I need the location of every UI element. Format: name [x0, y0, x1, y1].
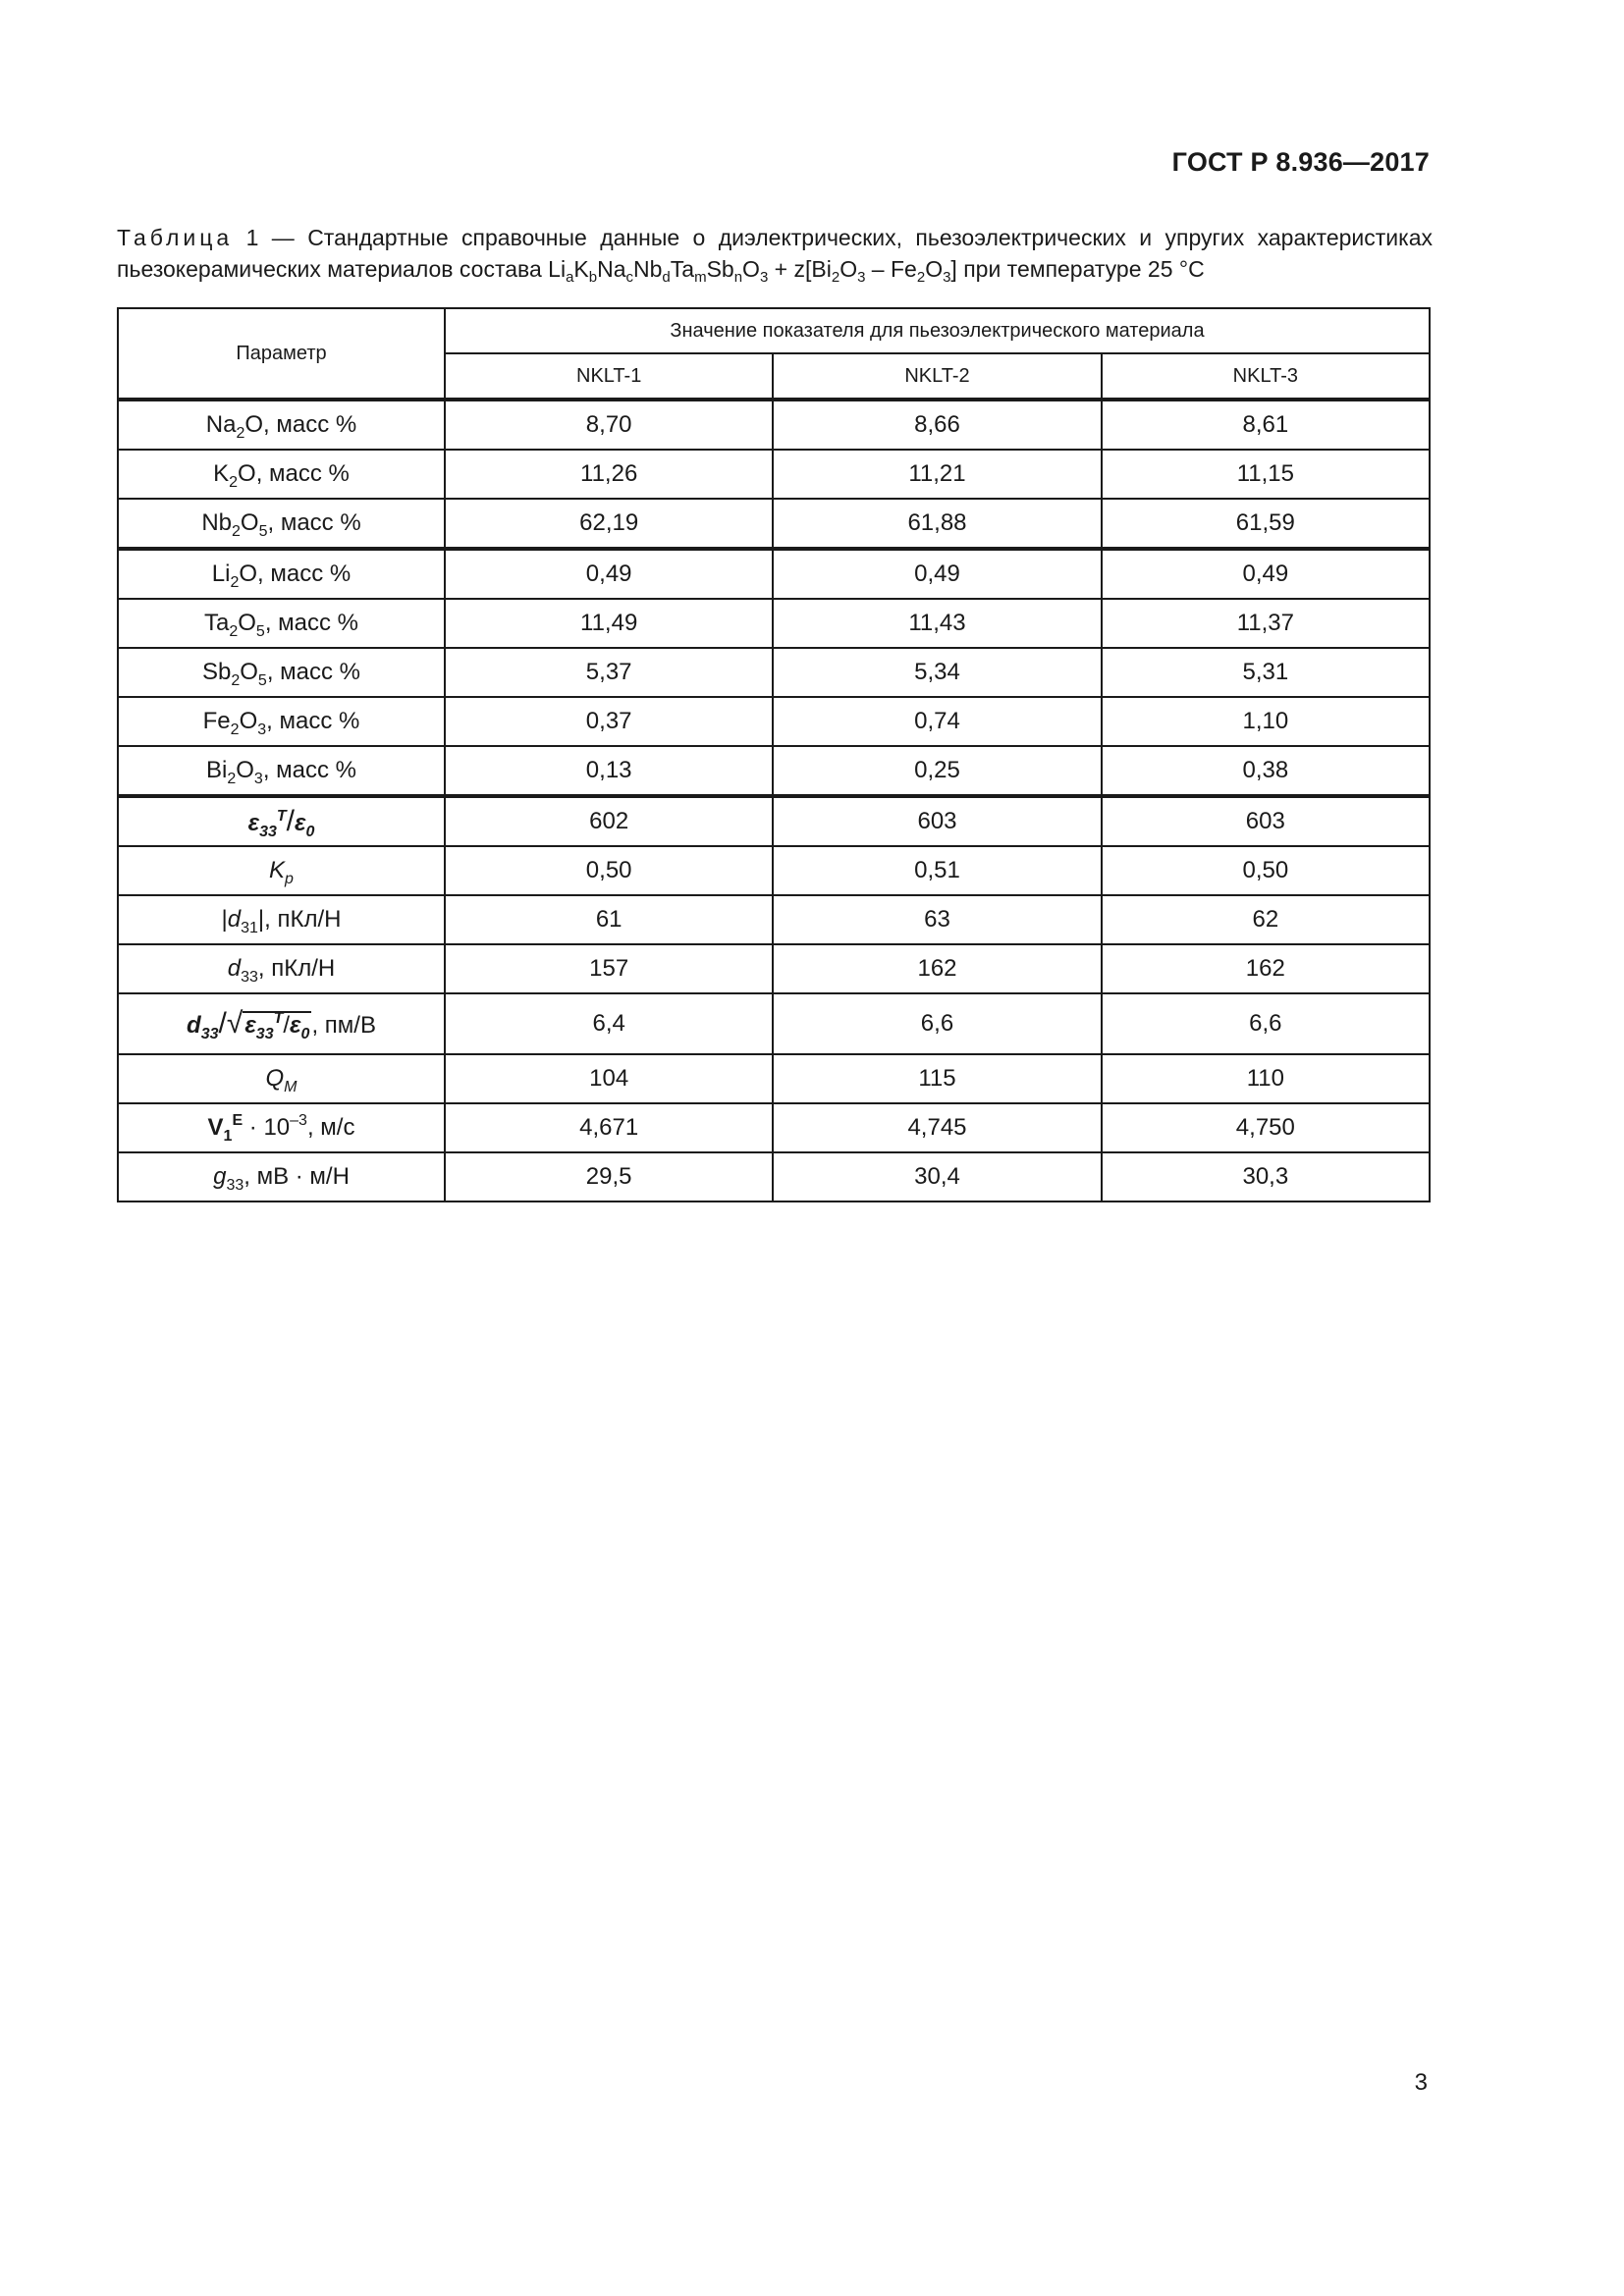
- param-header: Параметр: [118, 308, 445, 400]
- table-row: [118, 400, 1430, 450]
- value-cell: 4,671: [445, 1103, 773, 1152]
- caption-text: — Стандартные справочные данные о диэлектрических, пьезоэлектрических и упругих характеристиках пьезокерамических материалов состава $Li_aK_bNa_cNb_dTa_mSb_nO_3 + z[Bi_2O_3 - Fe_2O_3]$ при температуре 25 °C: [117, 225, 1434, 286]
- table-body: [118, 400, 1430, 1201]
- value-cell: 4,750: [1102, 1103, 1430, 1152]
- document-code: ГОСТ Р 8.936—2017: [1171, 147, 1430, 177]
- value-cell: 11,15: [1102, 450, 1430, 499]
- value-cell: 0,13: [445, 746, 773, 796]
- table-row: [118, 895, 1430, 944]
- value-cell: 63: [773, 895, 1101, 944]
- value-cell: 603: [1102, 796, 1430, 846]
- value-cell: 61: [445, 895, 773, 944]
- param-cell: $Na_2O$, масс %: [118, 400, 445, 450]
- table-caption: [117, 222, 1433, 285]
- param-cell: $Sb_2O_5$, масс %: [118, 648, 445, 697]
- param-cell: $K_2O$, масс %: [118, 450, 445, 499]
- caption-table-number: 1: [245, 225, 259, 250]
- table-row: [118, 648, 1430, 697]
- value-cell: 61,59: [1102, 499, 1430, 549]
- group-header: Значение показателя для пьезоэлектрического материала: [445, 308, 1430, 353]
- value-cell: 157: [445, 944, 773, 993]
- value-cell: 62: [1102, 895, 1430, 944]
- param-cell: $Ta_2O_5$, масс %: [118, 599, 445, 648]
- value-cell: 1,10: [1102, 697, 1430, 746]
- value-cell: 0,49: [773, 549, 1101, 599]
- value-cell: 11,43: [773, 599, 1101, 648]
- table-row: [118, 846, 1430, 895]
- value-cell: 110: [1102, 1054, 1430, 1103]
- value-cell: 6,6: [773, 993, 1101, 1054]
- table-row: [118, 450, 1430, 499]
- value-cell: 0,50: [1102, 846, 1430, 895]
- value-cell: 8,70: [445, 400, 773, 450]
- param-cell: $Li_2O$, масс %: [118, 549, 445, 599]
- table-row: [118, 1054, 1430, 1103]
- data-table: [117, 307, 1431, 1202]
- table-row: [118, 1152, 1430, 1201]
- caption-table-word: Таблица: [117, 225, 234, 250]
- value-cell: 30,4: [773, 1152, 1101, 1201]
- value-cell: 162: [1102, 944, 1430, 993]
- value-cell: 0,37: [445, 697, 773, 746]
- table-row: [118, 599, 1430, 648]
- table-row: [118, 746, 1430, 796]
- param-cell: $d_{33}/√\varepsilon_{33}^T/\varepsilon_0$, пм/В: [118, 993, 445, 1054]
- table-row: [118, 697, 1430, 746]
- table-row: [118, 1103, 1430, 1152]
- value-cell: 0,74: [773, 697, 1101, 746]
- column-header: NKLT-2: [773, 353, 1101, 400]
- value-cell: 4,745: [773, 1103, 1101, 1152]
- value-cell: 62,19: [445, 499, 773, 549]
- value-cell: 61,88: [773, 499, 1101, 549]
- table-row: [118, 499, 1430, 549]
- value-cell: 6,4: [445, 993, 773, 1054]
- value-cell: 602: [445, 796, 773, 846]
- param-cell: $g_{33}$, мВ · м/Н: [118, 1152, 445, 1201]
- column-header: NKLT-3: [1102, 353, 1430, 400]
- table-row: [118, 796, 1430, 846]
- value-cell: 0,50: [445, 846, 773, 895]
- page-number: 3: [1414, 2069, 1428, 2096]
- value-cell: 29,5: [445, 1152, 773, 1201]
- value-cell: 0,49: [445, 549, 773, 599]
- param-cell: $\varepsilon_{33}^T/\varepsilon_0$: [118, 796, 445, 846]
- value-cell: 8,61: [1102, 400, 1430, 450]
- value-cell: 104: [445, 1054, 773, 1103]
- value-cell: 11,37: [1102, 599, 1430, 648]
- table-row: [118, 993, 1430, 1054]
- value-cell: 0,25: [773, 746, 1101, 796]
- value-cell: 5,34: [773, 648, 1101, 697]
- value-cell: 5,31: [1102, 648, 1430, 697]
- value-cell: 0,38: [1102, 746, 1430, 796]
- param-cell: $V_1^E \cdot 10^{-3}$, м/с: [118, 1103, 445, 1152]
- value-cell: 115: [773, 1054, 1101, 1103]
- param-cell: $Bi_2O_3$, масс %: [118, 746, 445, 796]
- table-row: [118, 944, 1430, 993]
- param-cell: $Nb_2O_5$, масс %: [118, 499, 445, 549]
- param-cell: $Fe_2O_3$, масс %: [118, 697, 445, 746]
- value-cell: 5,37: [445, 648, 773, 697]
- value-cell: 11,49: [445, 599, 773, 648]
- value-cell: 8,66: [773, 400, 1101, 450]
- value-cell: 6,6: [1102, 993, 1430, 1054]
- value-cell: 0,51: [773, 846, 1101, 895]
- value-cell: 11,21: [773, 450, 1101, 499]
- param-cell: $Q_M$: [118, 1054, 445, 1103]
- column-header: NKLT-1: [445, 353, 773, 400]
- param-cell: $K_p$: [118, 846, 445, 895]
- value-cell: 603: [773, 796, 1101, 846]
- table-row: [118, 549, 1430, 599]
- value-cell: 162: [773, 944, 1101, 993]
- param-cell: $|d_{31}|$, пКл/Н: [118, 895, 445, 944]
- value-cell: 0,49: [1102, 549, 1430, 599]
- value-cell: 30,3: [1102, 1152, 1430, 1201]
- value-cell: 11,26: [445, 450, 773, 499]
- param-cell: $d_{33}$, пКл/Н: [118, 944, 445, 993]
